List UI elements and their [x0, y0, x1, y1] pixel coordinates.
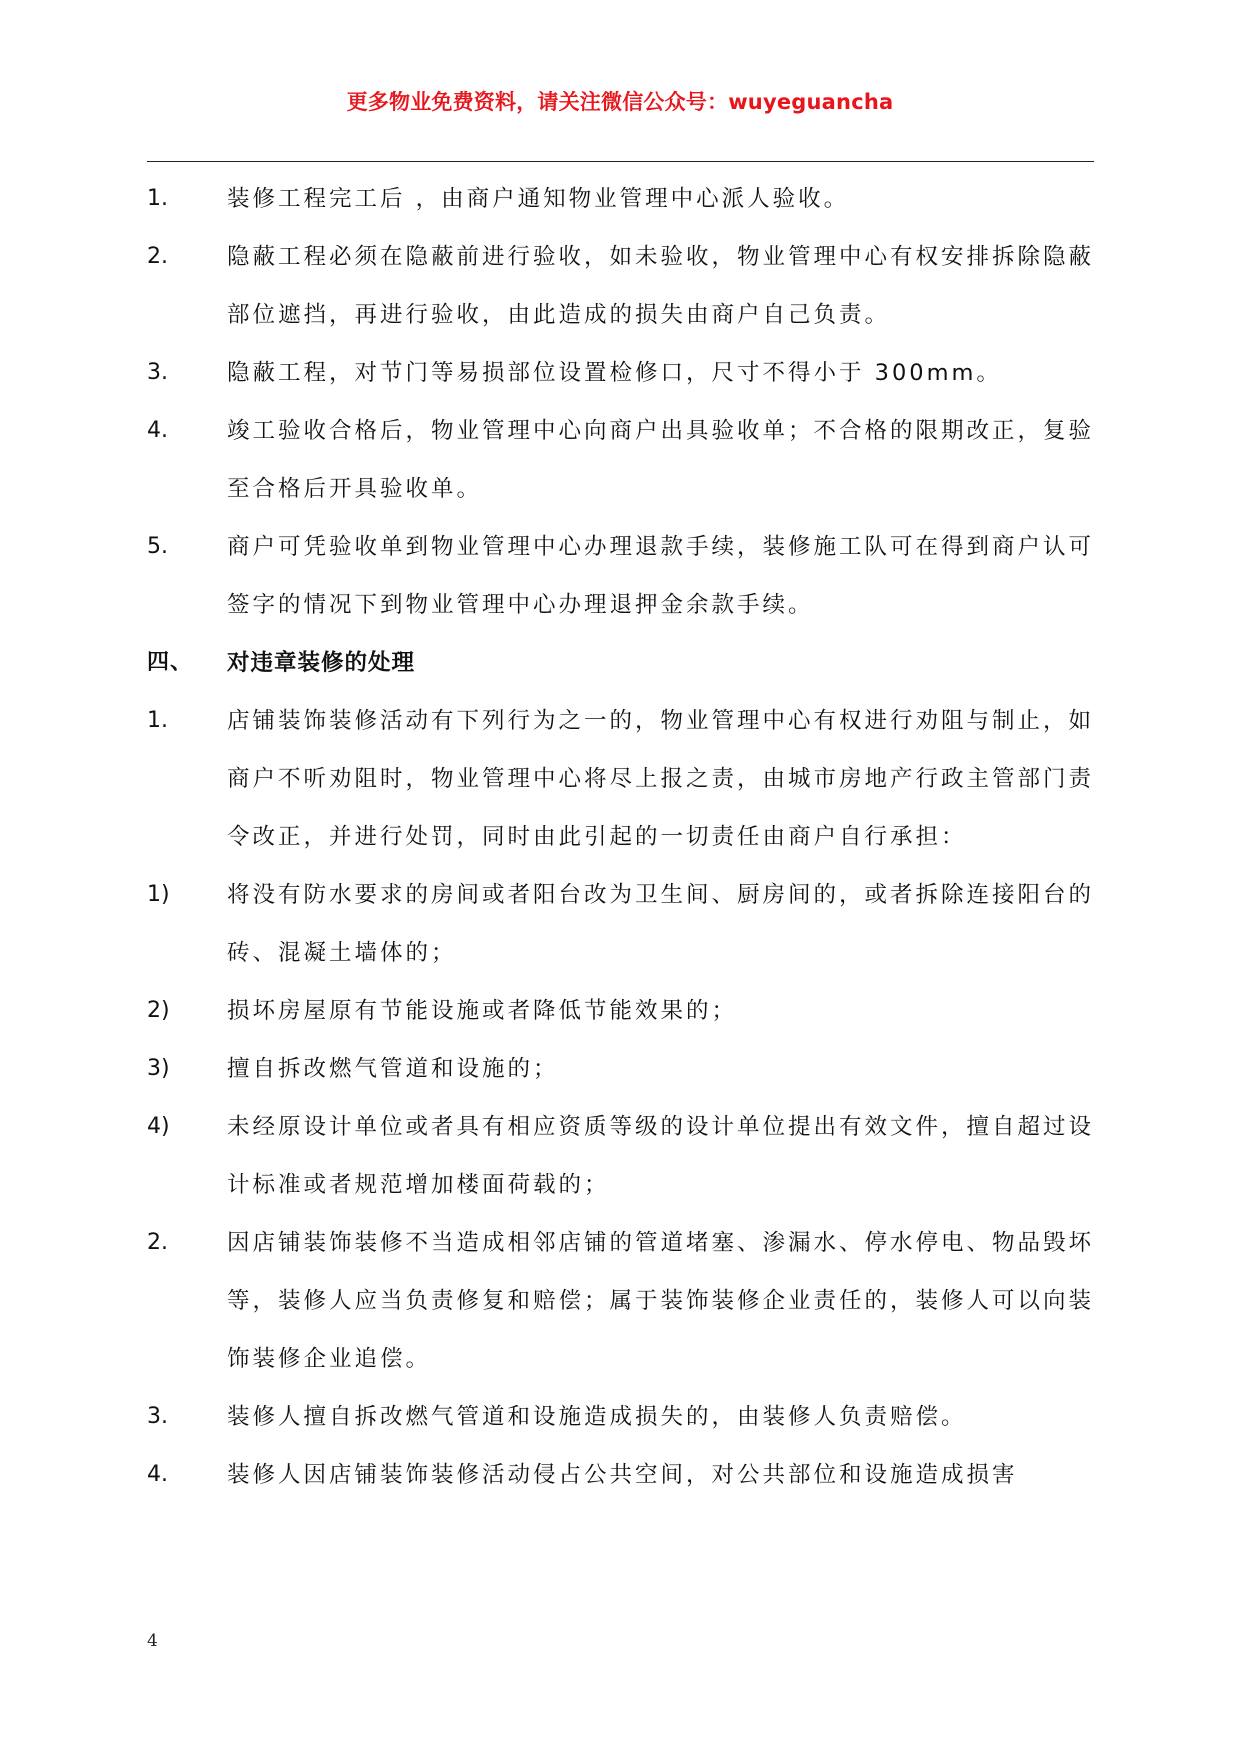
section-item-4 [147, 1446, 1094, 1504]
list-item-4 [147, 402, 1094, 518]
item-text: 装修人擅自拆改燃气管道和设施造成损失的，由装修人负责赔偿。 [227, 1404, 967, 1430]
item-text: 因店铺装饰装修不当造成相邻店铺的管道堵塞、渗漏水、停水停电、物品毁坏等，装修人应当负责修复和赔偿；属于装饰装修企业责任的，装修人可以向装饰装修企业追偿。 [227, 1230, 1095, 1372]
section-item-3 [147, 1388, 1094, 1446]
item-number: 3) [147, 1056, 170, 1081]
item-text: 未经原设计单位或者具有相应资质等级的设计单位提出有效文件，擅自超过设计标准或者规范增加楼面荷载的； [227, 1114, 1095, 1198]
list-item-2 [147, 228, 1094, 344]
item-number: 4. [147, 1462, 168, 1487]
sub-item-3 [147, 1040, 1094, 1098]
page-number: 4 [147, 1631, 158, 1651]
header-banner: 更多物业免费资料，请关注微信公众号：wuyeguancha [346, 90, 894, 114]
item-number: 5. [147, 534, 168, 559]
item-text: 装修人因店铺装饰装修活动侵占公共空间，对公共部位和设施造成损害 [227, 1462, 1018, 1488]
sub-item-4 [147, 1098, 1094, 1214]
item-number: 1) [147, 882, 170, 907]
item-text: 将没有防水要求的房间或者阳台改为卫生间、厨房间的，或者拆除连接阳台的砖、混凝土墙体的； [227, 882, 1095, 966]
item-number: 3. [147, 360, 168, 385]
item-text: 装修工程完工后 ，由商户通知物业管理中心派人验收。 [227, 186, 850, 212]
item-number: 3. [147, 1404, 168, 1429]
sub-item-2 [147, 982, 1094, 1040]
item-number: 4. [147, 418, 168, 443]
sub-item-1 [147, 866, 1094, 982]
item-text: 损坏房屋原有节能设施或者降低节能效果的； [227, 998, 738, 1024]
item-number: 2) [147, 998, 170, 1023]
item-text: 店铺装饰装修活动有下列行为之一的，物业管理中心有权进行劝阻与制止，如商户不听劝阻时，物业管理中心将尽上报之责，由城市房地产行政主管部门责令改正，并进行处罚，同时由此引起的一切责任由商户自行承担： [227, 708, 1095, 850]
document-body [147, 170, 1094, 1504]
section-heading [147, 634, 1094, 692]
section-title: 对违章装修的处理 [227, 650, 416, 676]
list-item-1 [147, 170, 1094, 228]
list-item-3 [147, 344, 1094, 402]
item-text: 擅自拆改燃气管道和设施的； [227, 1056, 559, 1082]
item-number: 2. [147, 244, 168, 269]
item-number: 2. [147, 1230, 168, 1255]
section-number: 四、 [147, 650, 194, 675]
list-item-5 [147, 518, 1094, 634]
item-number: 4) [147, 1114, 170, 1139]
item-text: 隐蔽工程，对节门等易损部位设置检修口，尺寸不得小于 300mm。 [227, 360, 1002, 386]
section-item-2 [147, 1214, 1094, 1388]
item-number: 1. [147, 186, 168, 211]
section-item-1 [147, 692, 1094, 866]
item-text: 隐蔽工程必须在隐蔽前进行验收，如未验收，物业管理中心有权安排拆除隐蔽部位遮挡，再进行验收，由此造成的损失由商户自己负责。 [227, 244, 1095, 328]
header-divider [147, 161, 1094, 162]
item-number: 1. [147, 708, 168, 733]
item-text: 竣工验收合格后，物业管理中心向商户出具验收单；不合格的限期改正，复验至合格后开具验收单。 [227, 418, 1095, 502]
item-text: 商户可凭验收单到物业管理中心办理退款手续，装修施工队可在得到商户认可签字的情况下到物业管理中心办理退押金余款手续。 [227, 534, 1095, 618]
